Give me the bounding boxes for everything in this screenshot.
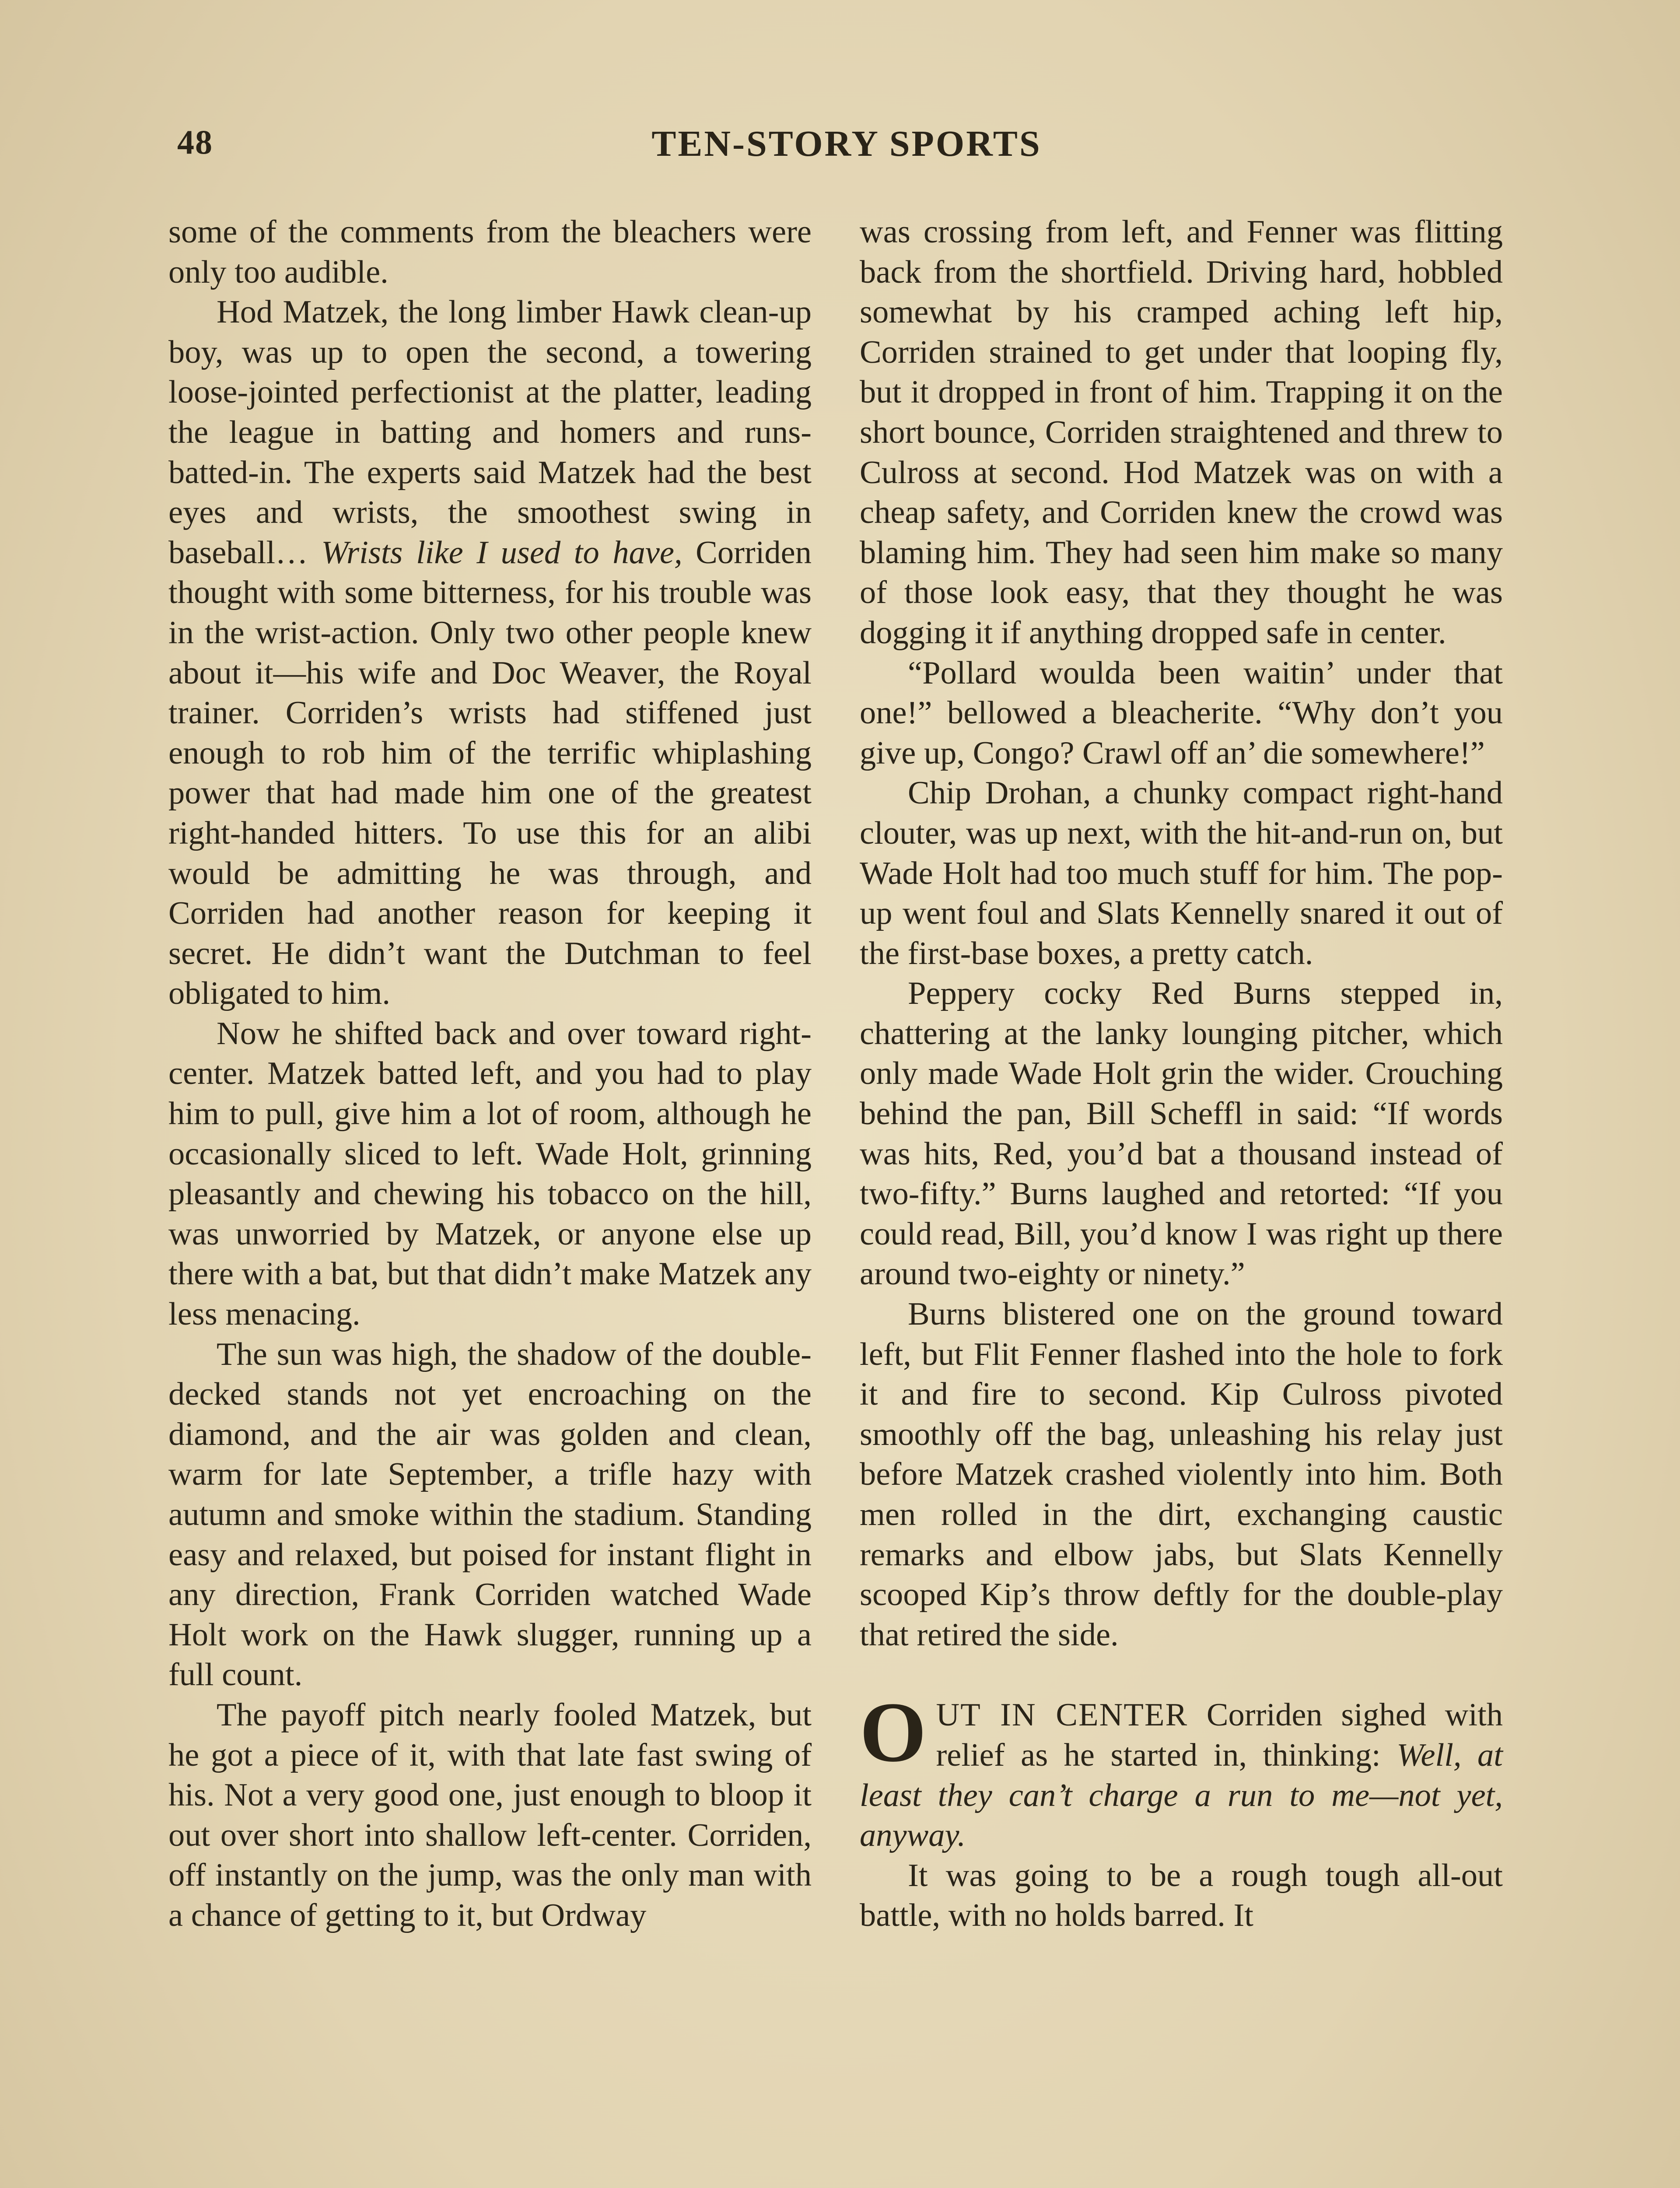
paragraph: Burns blistered one on the ground toward left, but Flit Fenner flashed into the hole to fork it and fire to second. Kip Culross pivoted smoothly off the bag, unleashing his relay just before Matzek crashed violently into him. Both men rolled in the dirt, exchanging caustic remarks and elbow jabs, but Slats Kennelly scooped Kip’s throw deftly for the double-play that retired the side. (860, 1296, 1503, 1653)
left-column (168, 212, 812, 1936)
lead-in-caps: UT IN CENTER (936, 1697, 1188, 1733)
paragraph: It was going to be a rough tough all-out battle, with no holds barred. It (860, 1857, 1503, 1934)
paragraph: was crossing from left, and Fenner was flitting back from the shortfield. Driving hard, hobbled somewhat by his cramped aching left hip, Corriden strained to get under that looping fly, but it dropped in front of him. Trapping it on the short bounce, Corriden straightened and threw to Culross at second. Hod Matzek was on with a cheap safety, and Corriden knew the crowd was blaming him. They had seen him make so many of those look easy, that they thought he was dogging it if anything dropped safe in center. (860, 214, 1503, 651)
page-header (177, 123, 1516, 175)
page-number: 48 (177, 123, 213, 161)
paragraph: Peppery cocky Red Burns stepped in, chattering at the lanky lounging pitcher, which only made Wade Holt grin the wider. Crouching behind the pan, Bill Scheffl in said: “If words was hits, Red, you’d bat a thousand instead of two-fifty.” Burns laughed and retorted: “If you could read, Bill, you’d know I was right up there around two-eighty or ninety.” (860, 975, 1503, 1292)
paragraph: some of the comments from the bleachers were only too audible. (168, 214, 812, 290)
section-opening-paragraph (860, 1685, 1503, 1855)
paragraph: “Pollard woulda been waitin’ under that one!” bellowed a bleacherite. “Why don’t you give up, Congo? Crawl off an’ die somewhere!” (860, 655, 1503, 771)
running-head: TEN-STORY SPORTS (651, 123, 1042, 164)
paragraph-text: Corriden thought with some bitterness, for his trouble was in the wrist-action. Only two other people knew about it—his wife and Doc Weaver, the Royal trainer. Corriden’s wrists had stiffened just enough to rob him of the terrific whiplashing power that had made him one of the greatest right-handed hitters. To use this for an alibi would be admitting he was through, and Corriden had another reason for keeping it secret. He didn’t want the Dutchman to feel obligated to him. (168, 534, 812, 1012)
drop-cap: O (860, 1685, 927, 1780)
paragraph: The sun was high, the shadow of the double-decked stands not yet encroaching on the diamond, and the air was golden and clean, warm for late September, a trifle hazy with autumn and smoke within the stadium. Standing easy and relaxed, but poised for instant flight in any direction, Frank Corriden watched Wade Holt work on the Hawk slugger, running up a full count. (168, 1336, 812, 1693)
paragraph: Now he shifted back and over toward right-center. Matzek batted left, and you had to play him to pull, give him a lot of room, although he occasionally sliced to left. Wade Holt, grinning pleasantly and chewing his tobacco on the hill, was unworried by Matzek, or anyone else up there with a bat, but that didn’t make Matzek any less menacing. (168, 1015, 812, 1332)
paragraph-text: Hod Matzek, the long limber Hawk clean-up boy, was up to open the second, a towering loose-jointed perfectionist at the platter, leading the league in batting and homers and runs-batted-in. The experts said Matzek had the best eyes and wrists, the smoothest swing in baseball… (168, 294, 812, 571)
paragraph: The payoff pitch nearly fooled Matzek, but he got a piece of it, with that late fast swing of his. Not a very good one, just enough to bloop it out over short into shallow left-center. Corriden, off instantly on the jump, was the only man with a chance of getting to it, but Ordway (168, 1697, 812, 1933)
paragraph: Chip Drohan, a chunky compact right-hand clouter, was up next, with the hit-and-run on, but Wade Holt had too much stuff for him. The pop-up went foul and Slats Kennelly snared it out of the first-base boxes, a pretty catch. (860, 775, 1503, 971)
paragraph-text: Corriden sighed with relief as he started in, thinking: (936, 1697, 1503, 1773)
italic-thought: Wrists like I used to have, (321, 534, 682, 571)
italic-thought: Well, at least they can’t charge a run to me—not yet, anyway. (860, 1737, 1503, 1854)
right-column (860, 212, 1503, 1936)
paragraph (168, 292, 812, 1014)
